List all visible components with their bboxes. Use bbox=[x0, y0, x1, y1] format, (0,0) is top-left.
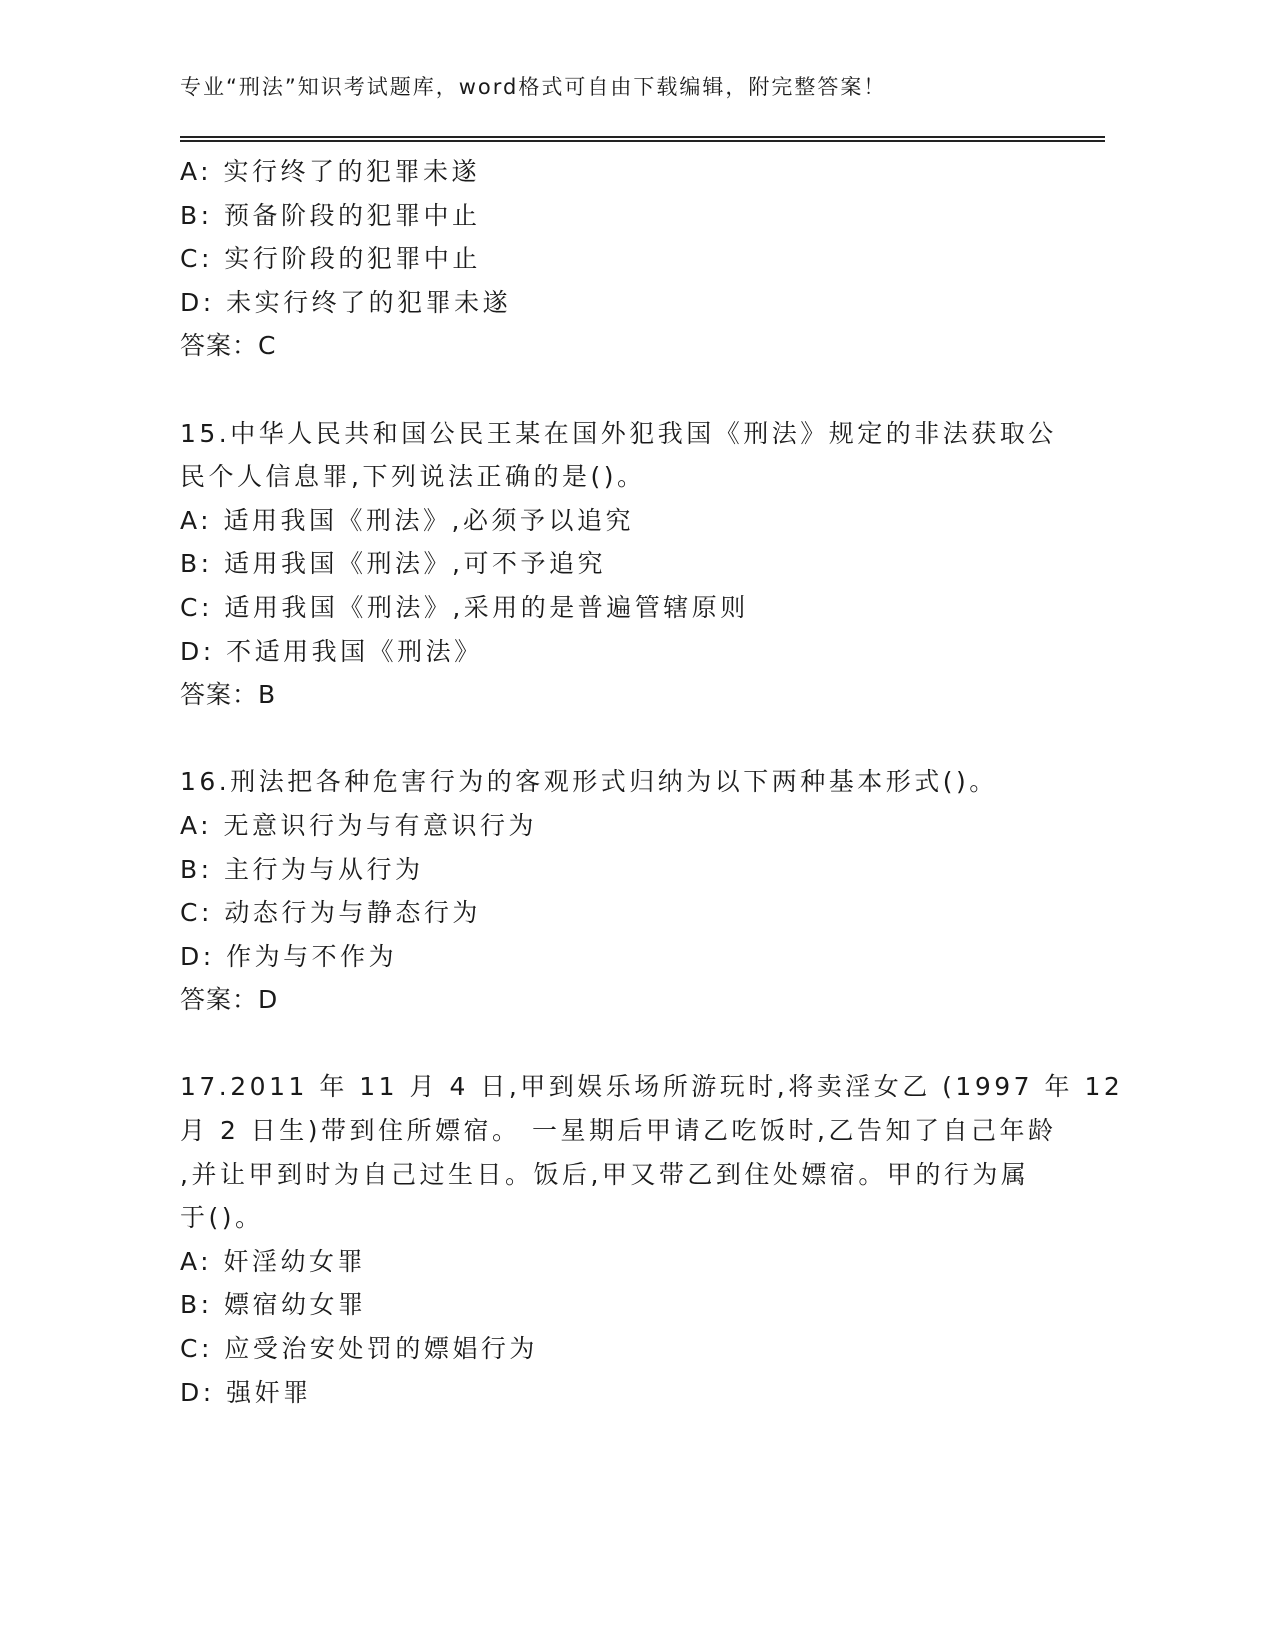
option-d: D: 作为与不作为 bbox=[180, 941, 398, 971]
spacer bbox=[180, 717, 1040, 761]
spacer bbox=[180, 368, 1040, 412]
document-body bbox=[180, 150, 1124, 1414]
header-divider bbox=[180, 136, 1105, 142]
question-17 bbox=[180, 1065, 1124, 1414]
question-14 bbox=[180, 150, 1040, 368]
option-d: D: 未实行终了的犯罪未遂 bbox=[180, 287, 512, 317]
question-15 bbox=[180, 412, 1057, 717]
option-a: A: 无意识行为与有意识行为 bbox=[180, 810, 538, 840]
option-b: B: 嫖宿幼女罪 bbox=[180, 1290, 367, 1320]
question-stem-line: 于()。 bbox=[180, 1203, 264, 1233]
question-stem-line: 月 2 日生)带到住所嫖宿。 一星期后甲请乙吃饭时,乙告知了自己年龄 bbox=[180, 1116, 1057, 1146]
option-a: A: 实行终了的犯罪未遂 bbox=[180, 157, 481, 186]
page-header: 专业“刑法”知识考试题库，word格式可自由下载编辑，附完整答案！ bbox=[180, 75, 887, 99]
option-c: C: 适用我国《刑法》,采用的是普遍管辖原则 bbox=[180, 592, 749, 622]
question-stem-line: 17.2011 年 11 月 4 日,甲到娱乐场所游玩时,将卖淫女乙 (1997 年 12 bbox=[180, 1072, 1124, 1102]
option-a: A: 适用我国《刑法》,必须予以追究 bbox=[180, 505, 634, 535]
question-stem-line: ,并让甲到时为自己过生日。饭后,甲又带乙到住处嫖宿。甲的行为属 bbox=[180, 1159, 1030, 1189]
question-16 bbox=[180, 760, 1040, 1022]
answer-line: 答案：D bbox=[180, 985, 279, 1015]
question-stem-line: 民个人信息罪,下列说法正确的是()。 bbox=[180, 462, 646, 492]
spacer bbox=[180, 1022, 1040, 1066]
option-b: B: 预备阶段的犯罪中止 bbox=[180, 200, 481, 230]
option-c: C: 实行阶段的犯罪中止 bbox=[180, 244, 481, 274]
answer-line: 答案：C bbox=[180, 331, 277, 361]
question-stem-line: 16.刑法把各种危害行为的客观形式归纳为以下两种基本形式()。 bbox=[180, 767, 998, 797]
option-c: C: 应受治安处罚的嫖娼行为 bbox=[180, 1334, 538, 1364]
option-d: D: 强奸罪 bbox=[180, 1377, 312, 1407]
answer-line: 答案：B bbox=[180, 680, 277, 710]
option-b: B: 适用我国《刑法》,可不予追究 bbox=[180, 549, 606, 579]
option-b: B: 主行为与从行为 bbox=[180, 854, 424, 884]
question-stem-line: 15.中华人民共和国公民王某在国外犯我国《刑法》规定的非法获取公 bbox=[180, 418, 1057, 448]
option-a: A: 奸淫幼女罪 bbox=[180, 1246, 367, 1276]
option-d: D: 不适用我国《刑法》 bbox=[180, 636, 483, 666]
option-c: C: 动态行为与静态行为 bbox=[180, 898, 481, 928]
